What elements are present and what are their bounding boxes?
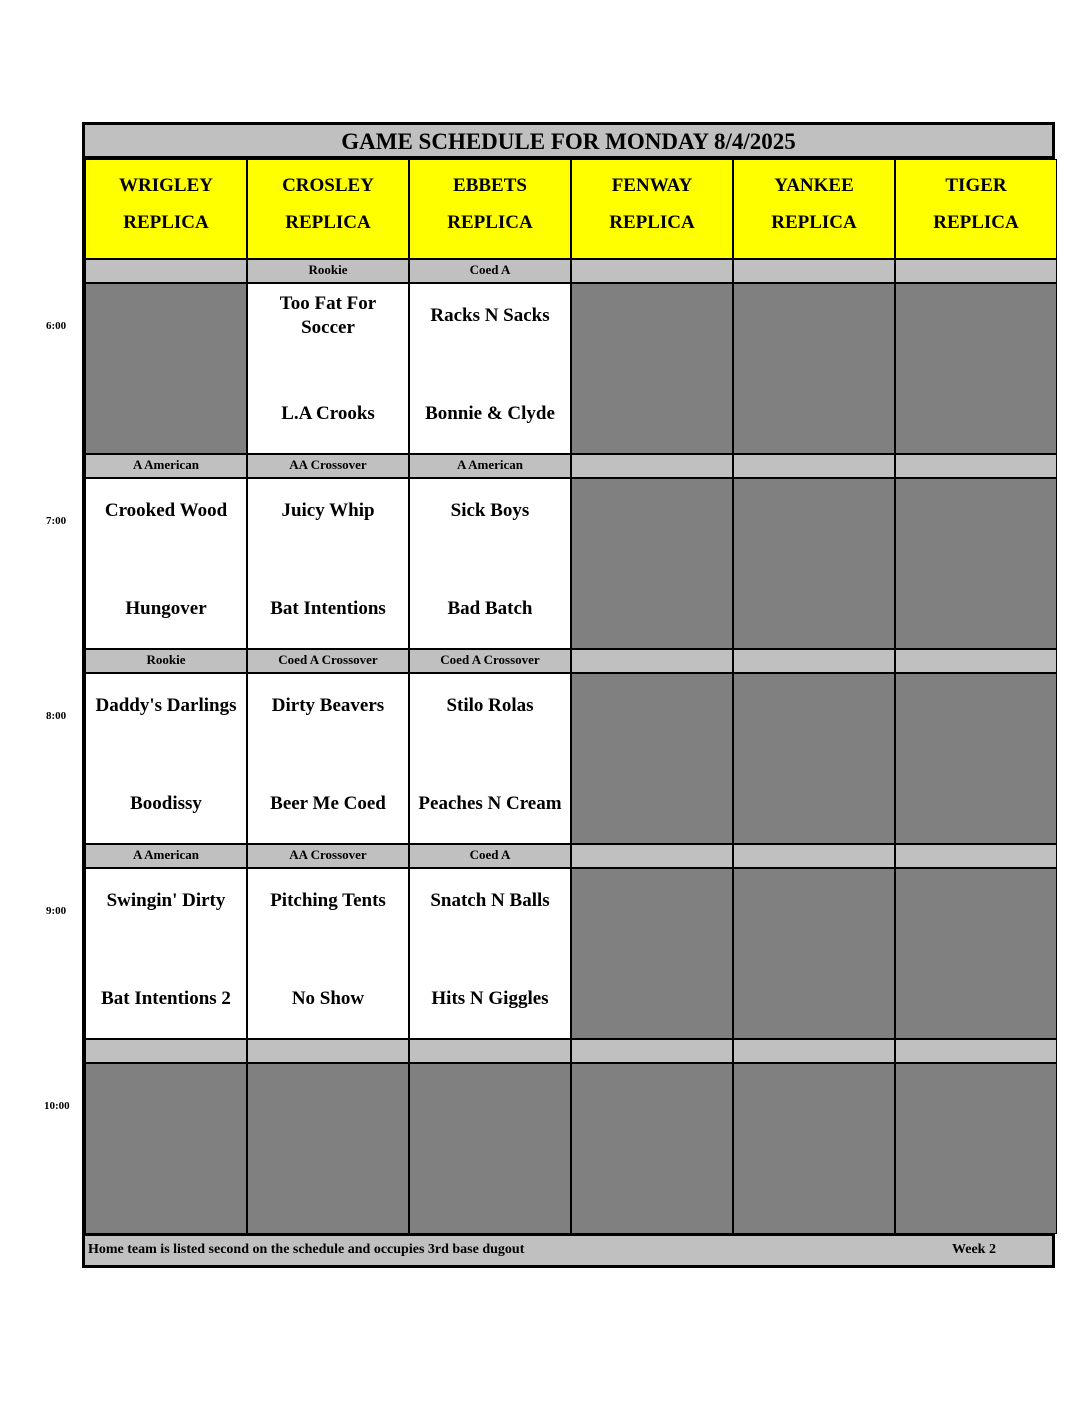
away-team: Dirty Beavers xyxy=(271,695,385,716)
empty-slot xyxy=(733,478,895,649)
empty-slot xyxy=(733,868,895,1039)
empty-slot xyxy=(895,283,1057,454)
game-cell xyxy=(85,868,247,1039)
time-label: 8:00 xyxy=(46,710,67,722)
field-name: EBBETS xyxy=(453,175,527,196)
home-team: L.A Crooks xyxy=(281,403,375,424)
field-sub: REPLICA xyxy=(285,212,371,233)
game-cell xyxy=(247,673,409,844)
division-label: A American xyxy=(85,454,247,478)
division-label xyxy=(895,454,1057,478)
home-team: Bat Intentions 2 xyxy=(101,988,231,1009)
week-label: Week 2 xyxy=(952,1242,996,1257)
division-label xyxy=(571,1039,733,1063)
game-cell xyxy=(85,673,247,844)
empty-slot xyxy=(571,868,733,1039)
division-label: Rookie xyxy=(247,259,409,283)
home-team: Boodissy xyxy=(130,793,202,814)
division-label: AA Crossover xyxy=(247,454,409,478)
away-team: Pitching Tents xyxy=(270,890,386,911)
home-team: Bonnie & Clyde xyxy=(425,403,555,424)
away-team: Snatch N Balls xyxy=(430,890,550,911)
empty-slot xyxy=(409,1063,571,1234)
empty-slot xyxy=(85,1063,247,1234)
field-name: CROSLEY xyxy=(282,175,374,196)
field-header-0 xyxy=(85,159,247,259)
game-cell xyxy=(85,478,247,649)
away-team: Daddy's Darlings xyxy=(95,695,237,716)
empty-slot xyxy=(895,673,1057,844)
division-label xyxy=(571,844,733,868)
away-team: Juicy Whip xyxy=(281,500,375,521)
away-team: Too Fat For Soccer xyxy=(279,293,377,338)
division-label xyxy=(895,1039,1057,1063)
division-label: A American xyxy=(85,844,247,868)
field-name: YANKEE xyxy=(774,175,854,196)
home-team: Hungover xyxy=(125,598,207,619)
time-label: 9:00 xyxy=(46,905,67,917)
empty-slot xyxy=(571,1063,733,1234)
home-team: Bad Batch xyxy=(447,598,533,619)
field-header-2 xyxy=(409,159,571,259)
division-label xyxy=(733,454,895,478)
field-sub: REPLICA xyxy=(609,212,695,233)
division-label: Coed A xyxy=(409,259,571,283)
empty-slot xyxy=(895,868,1057,1039)
division-label xyxy=(571,259,733,283)
empty-slot xyxy=(571,673,733,844)
time-label: 6:00 xyxy=(46,320,67,332)
division-label: Rookie xyxy=(85,649,247,673)
division-label xyxy=(85,259,247,283)
division-label xyxy=(733,259,895,283)
home-team: Hits N Giggles xyxy=(431,988,549,1009)
empty-slot xyxy=(895,1063,1057,1234)
empty-slot xyxy=(85,283,247,454)
footer xyxy=(85,1233,1052,1265)
division-label xyxy=(247,1039,409,1063)
division-label: A American xyxy=(409,454,571,478)
away-team: Racks N Sacks xyxy=(430,305,550,326)
division-label: Coed A xyxy=(409,844,571,868)
field-header-4 xyxy=(733,159,895,259)
division-label: Coed A Crossover xyxy=(247,649,409,673)
field-name: TIGER xyxy=(945,175,1007,196)
away-team: Crooked Wood xyxy=(104,500,228,521)
field-sub: REPLICA xyxy=(933,212,1019,233)
home-team: Beer Me Coed xyxy=(270,793,386,814)
field-header-1 xyxy=(247,159,409,259)
empty-slot xyxy=(733,673,895,844)
division-label xyxy=(571,649,733,673)
time-label: 7:00 xyxy=(46,515,67,527)
division-label xyxy=(85,1039,247,1063)
footer-note: Home team is listed second on the schedule and occupies 3rd base dugout xyxy=(88,1242,525,1257)
game-cell xyxy=(247,868,409,1039)
game-cell xyxy=(247,283,409,454)
division-label xyxy=(409,1039,571,1063)
page-title: GAME SCHEDULE FOR MONDAY 8/4/2025 xyxy=(85,125,1052,159)
time-label: 10:00 xyxy=(44,1100,70,1112)
home-team: Peaches N Cream xyxy=(418,793,562,814)
home-team: No Show xyxy=(291,988,365,1009)
division-label: Coed A Crossover xyxy=(409,649,571,673)
division-label: AA Crossover xyxy=(247,844,409,868)
field-name: FENWAY xyxy=(611,175,693,196)
field-name: WRIGLEY xyxy=(119,175,213,196)
home-team: Bat Intentions xyxy=(270,598,386,619)
empty-slot xyxy=(895,478,1057,649)
game-cell xyxy=(409,283,571,454)
division-label xyxy=(895,649,1057,673)
division-label xyxy=(733,844,895,868)
game-cell xyxy=(247,478,409,649)
empty-slot xyxy=(571,478,733,649)
division-label xyxy=(895,259,1057,283)
division-label xyxy=(733,1039,895,1063)
game-cell xyxy=(409,868,571,1039)
game-cell xyxy=(409,673,571,844)
division-label xyxy=(733,649,895,673)
division-label xyxy=(895,844,1057,868)
field-sub: REPLICA xyxy=(123,212,209,233)
empty-slot xyxy=(733,283,895,454)
empty-slot xyxy=(247,1063,409,1234)
schedule-sheet xyxy=(82,122,1055,1268)
away-team: Sick Boys xyxy=(450,500,530,521)
field-header-3 xyxy=(571,159,733,259)
away-team: Swingin' Dirty xyxy=(106,890,226,911)
division-label xyxy=(571,454,733,478)
field-header-5 xyxy=(895,159,1057,259)
empty-slot xyxy=(733,1063,895,1234)
away-team: Stilo Rolas xyxy=(446,695,534,716)
game-cell xyxy=(409,478,571,649)
field-sub: REPLICA xyxy=(771,212,857,233)
field-sub: REPLICA xyxy=(447,212,533,233)
empty-slot xyxy=(571,283,733,454)
